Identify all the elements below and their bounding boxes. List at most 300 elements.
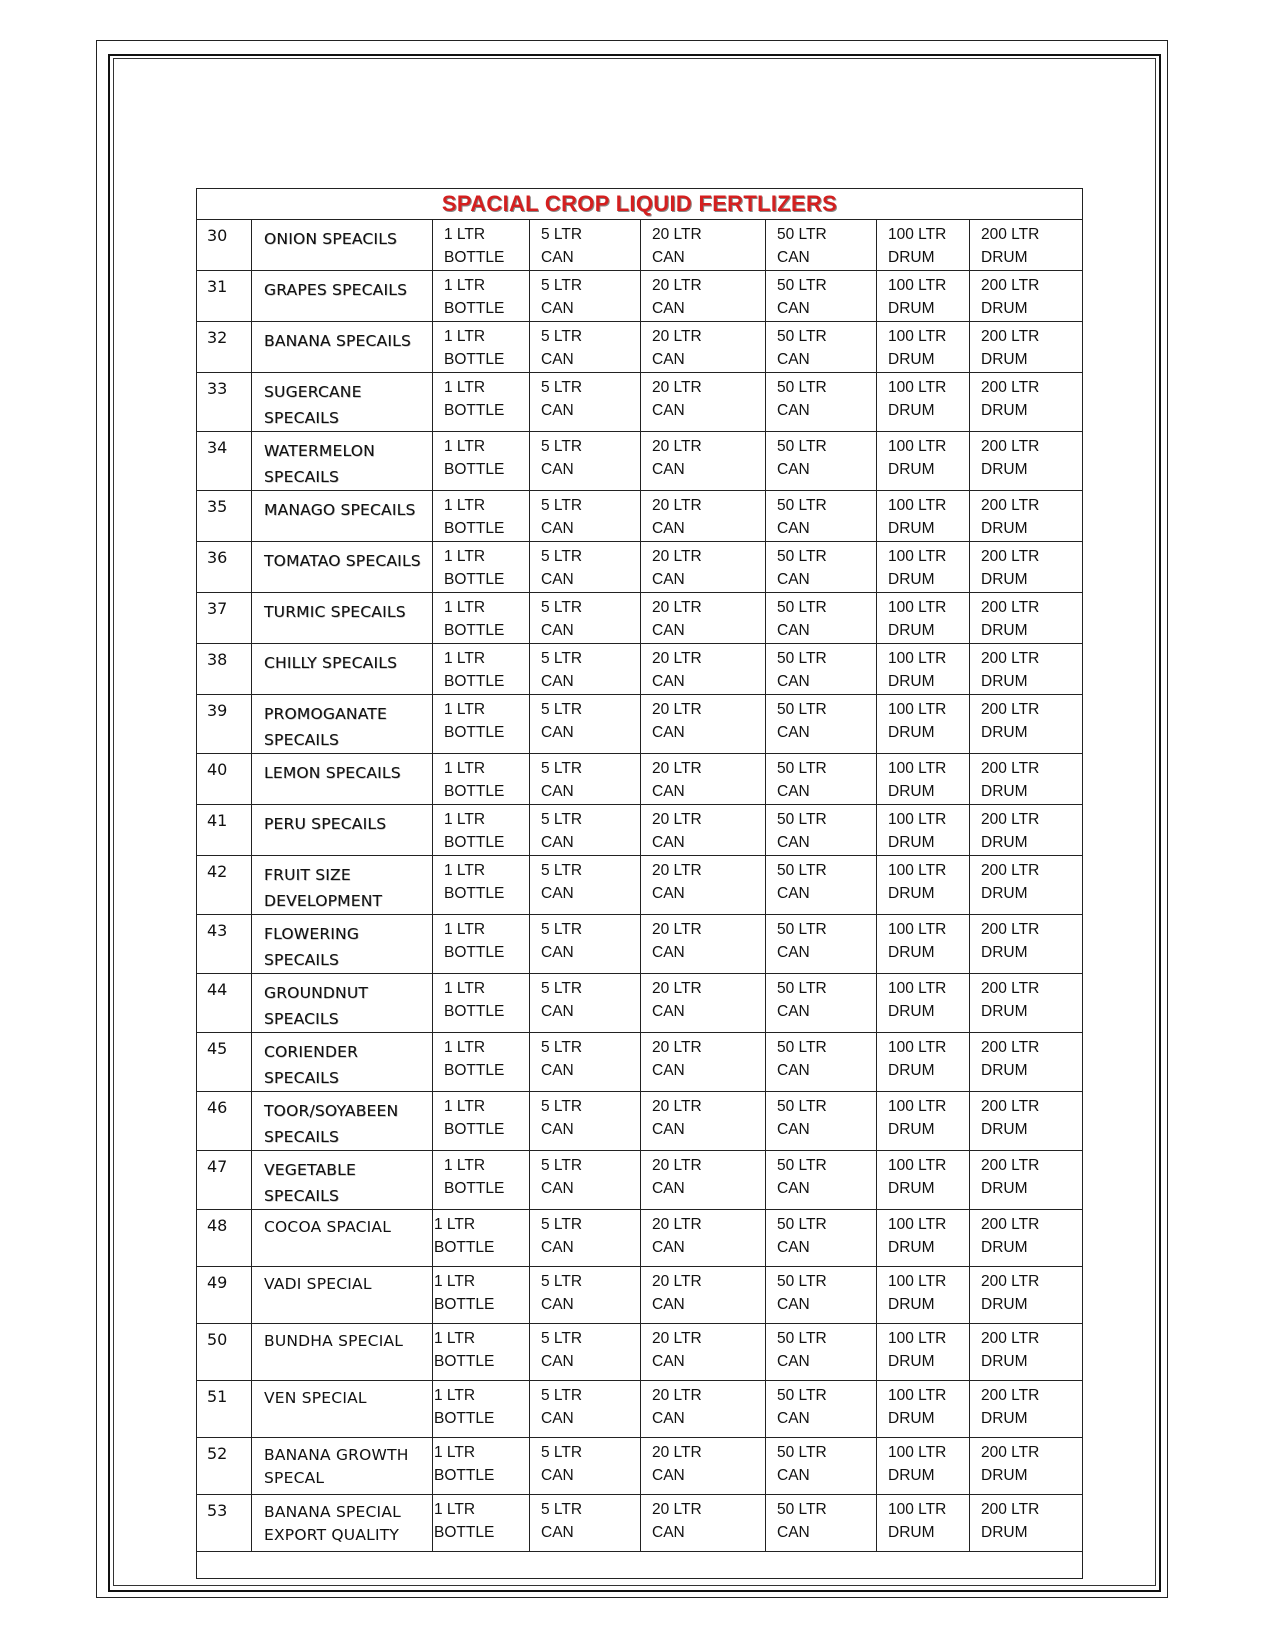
pack-size-cell [433,915,530,974]
pack-quantity: 200 LTR [981,650,1040,667]
pack-quantity: 100 LTR [888,862,947,879]
pack-container: CAN [777,724,810,741]
table-row [197,1381,1083,1438]
pack-container: CAN [652,1296,685,1313]
pack-container: DRUM [981,724,1028,741]
table-row [197,1495,1083,1552]
row-number: 52 [197,1438,252,1495]
pack-quantity: 200 LTR [981,1098,1040,1115]
product-name-line: TOOR/SOYABEEN [264,1102,399,1120]
table-row [197,542,1083,593]
product-name-line: SPECAILS [264,1187,340,1205]
table-row [197,974,1083,1033]
pack-size-cell [766,915,877,974]
pack-size-cell [970,805,1083,856]
pack-container: CAN [541,834,574,851]
pack-container: CAN [541,1180,574,1197]
pack-size-cell [641,1495,766,1552]
pack-container: DRUM [981,1296,1028,1313]
pack-container: CAN [541,1239,574,1256]
product-name [252,695,433,754]
pack-size-cell [641,805,766,856]
pack-quantity: 50 LTR [777,1330,827,1347]
pack-size-cell [766,322,877,373]
pack-quantity: 50 LTR [777,811,827,828]
pack-container: DRUM [888,300,935,317]
pack-quantity: 100 LTR [888,701,947,718]
pack-size-cell [970,974,1083,1033]
pack-size-cell [766,1092,877,1151]
table-row [197,1438,1083,1495]
table-row [197,805,1083,856]
pack-size-cell [641,1267,766,1324]
row-number: 30 [197,220,252,271]
pack-size-cell [641,1381,766,1438]
table-row [197,1092,1083,1151]
pack-quantity: 200 LTR [981,1157,1040,1174]
product-name [252,322,433,373]
product-name [252,1267,433,1324]
pack-container: CAN [777,351,810,368]
pack-quantity: 50 LTR [777,277,827,294]
pack-size-cell [970,432,1083,491]
pack-quantity: 50 LTR [777,548,827,565]
pack-quantity: 50 LTR [777,980,827,997]
pack-quantity: 100 LTR [888,328,947,345]
pack-size-cell [970,542,1083,593]
pack-quantity: 200 LTR [981,980,1040,997]
pack-size-cell [766,1495,877,1552]
pack-container: CAN [777,944,810,961]
pack-container: BOTTLE [444,783,505,800]
product-name [252,754,433,805]
product-name-line: FRUIT SIZE [264,866,351,884]
product-name [252,1438,433,1495]
pack-quantity: 20 LTR [652,1098,702,1115]
pack-size-cell [641,644,766,695]
pack-size-cell [641,593,766,644]
pack-container: DRUM [888,1353,935,1370]
pack-quantity: 5 LTR [541,701,583,718]
row-number: 37 [197,593,252,644]
pack-container: CAN [777,1121,810,1138]
pack-quantity: 50 LTR [777,1501,827,1518]
pack-container: BOTTLE [444,885,505,902]
pack-size-cell [970,373,1083,432]
product-name-line: BANANA SPECIAL [264,1503,401,1521]
pack-size-cell [766,1438,877,1495]
pack-size-cell [970,644,1083,695]
pack-quantity: 200 LTR [981,1039,1040,1056]
row-number: 45 [197,1033,252,1092]
pack-size-cell [766,805,877,856]
pack-size-cell [530,915,641,974]
pack-size-cell [766,432,877,491]
pack-container: CAN [541,724,574,741]
pack-quantity: 20 LTR [652,438,702,455]
pack-quantity: 200 LTR [981,921,1040,938]
row-number: 43 [197,915,252,974]
pack-size-cell [530,593,641,644]
pack-size-cell [970,915,1083,974]
pack-container: CAN [541,944,574,961]
pack-quantity: 5 LTR [541,599,583,616]
product-name-line: PROMOGANATE [264,705,387,723]
pack-quantity: 50 LTR [777,1157,827,1174]
pack-container: CAN [777,461,810,478]
pack-quantity: 50 LTR [777,862,827,879]
fertilizer-sheet [196,188,1082,1579]
product-name-line: CORIENDER [264,1043,359,1061]
pack-container: DRUM [981,1239,1028,1256]
pack-quantity: 20 LTR [652,862,702,879]
pack-size-cell [877,1092,970,1151]
pack-container: CAN [652,834,685,851]
pack-quantity: 200 LTR [981,1330,1040,1347]
pack-quantity: 5 LTR [541,650,583,667]
pack-container: BOTTLE [444,1003,505,1020]
fertilizer-table [196,188,1083,1579]
pack-quantity: 200 LTR [981,497,1040,514]
pack-size-cell [530,644,641,695]
product-name [252,593,433,644]
table-row [197,491,1083,542]
pack-quantity: 100 LTR [888,1216,947,1233]
pack-container: DRUM [888,1410,935,1427]
pack-quantity: 20 LTR [652,497,702,514]
pack-quantity: 1 LTR [444,701,486,718]
pack-size-cell [433,644,530,695]
pack-quantity: 50 LTR [777,760,827,777]
pack-container: CAN [541,461,574,478]
pack-size-cell [970,754,1083,805]
table-row [197,1210,1083,1267]
pack-container: DRUM [888,1524,935,1541]
pack-quantity: 1 LTR [444,980,486,997]
product-name-line: SPECAILS [264,731,340,749]
pack-size-cell [641,754,766,805]
pack-quantity: 5 LTR [541,1216,583,1233]
pack-size-cell [530,432,641,491]
pack-quantity: 5 LTR [541,277,583,294]
product-name-line: CHILLY SPECAILS [264,654,398,672]
pack-container: DRUM [981,351,1028,368]
pack-size-cell [877,542,970,593]
pack-container: BOTTLE [444,300,505,317]
pack-container: DRUM [981,300,1028,317]
pack-quantity: 100 LTR [888,1157,947,1174]
pack-quantity: 100 LTR [888,277,947,294]
pack-size-cell [530,1151,641,1210]
pack-container: CAN [652,1410,685,1427]
pack-size-cell [433,805,530,856]
pack-container: CAN [652,300,685,317]
pack-quantity: 5 LTR [541,548,583,565]
pack-quantity: 50 LTR [777,650,827,667]
pack-container: CAN [777,1353,810,1370]
product-name-line: WATERMELON [264,442,375,460]
product-name-line: BANANA GROWTH [264,1446,409,1464]
pack-container: CAN [541,300,574,317]
pack-container: CAN [777,300,810,317]
pack-quantity: 5 LTR [541,1444,583,1461]
pack-container: DRUM [981,944,1028,961]
pack-container: DRUM [981,1467,1028,1484]
pack-quantity: 1 LTR [434,1444,476,1461]
pack-container: DRUM [981,520,1028,537]
pack-quantity: 100 LTR [888,1501,947,1518]
pack-size-cell [766,271,877,322]
pack-container: DRUM [981,783,1028,800]
pack-quantity: 1 LTR [444,921,486,938]
pack-quantity: 20 LTR [652,760,702,777]
pack-container: BOTTLE [444,461,505,478]
pack-quantity: 20 LTR [652,1501,702,1518]
pack-size-cell [877,593,970,644]
pack-container: CAN [652,1121,685,1138]
pack-size-cell [641,1324,766,1381]
pack-size-cell [530,1381,641,1438]
product-name-line: VEGETABLE [264,1161,356,1179]
table-row [197,271,1083,322]
pack-quantity: 1 LTR [444,599,486,616]
pack-quantity: 50 LTR [777,1216,827,1233]
pack-container: CAN [541,520,574,537]
pack-size-cell [970,322,1083,373]
table-row [197,915,1083,974]
pack-container: CAN [541,571,574,588]
pack-container: DRUM [888,520,935,537]
pack-size-cell [970,856,1083,915]
pack-quantity: 100 LTR [888,1444,947,1461]
pack-size-cell [433,1210,530,1267]
pack-container: CAN [652,622,685,639]
pack-size-cell [766,593,877,644]
pack-size-cell [530,1267,641,1324]
table-row [197,644,1083,695]
pack-container: CAN [777,1467,810,1484]
pack-container: CAN [652,783,685,800]
pack-size-cell [433,373,530,432]
pack-container: BOTTLE [444,351,505,368]
pack-size-cell [877,220,970,271]
pack-size-cell [433,754,530,805]
pack-size-cell [641,1210,766,1267]
pack-container: DRUM [981,885,1028,902]
pack-container: DRUM [981,461,1028,478]
pack-size-cell [970,1151,1083,1210]
pack-quantity: 1 LTR [444,379,486,396]
pack-container: BOTTLE [434,1467,495,1484]
pack-quantity: 100 LTR [888,650,947,667]
pack-size-cell [970,1033,1083,1092]
pack-quantity: 1 LTR [444,862,486,879]
pack-size-cell [970,1210,1083,1267]
pack-container: DRUM [981,1410,1028,1427]
table-row [197,1151,1083,1210]
pack-size-cell [877,974,970,1033]
pack-container: DRUM [888,885,935,902]
row-number: 53 [197,1495,252,1552]
pack-container: DRUM [888,571,935,588]
pack-quantity: 5 LTR [541,862,583,879]
pack-quantity: 1 LTR [444,497,486,514]
pack-size-cell [641,220,766,271]
product-name [252,915,433,974]
pack-container: CAN [652,1003,685,1020]
pack-quantity: 5 LTR [541,497,583,514]
product-name-line: ONION SPEACILS [264,230,398,248]
pack-size-cell [877,432,970,491]
pack-quantity: 200 LTR [981,1216,1040,1233]
pack-container: CAN [652,1239,685,1256]
pack-size-cell [970,220,1083,271]
pack-quantity: 200 LTR [981,1444,1040,1461]
product-name-line: MANAGO SPECAILS [264,501,416,519]
pack-container: BOTTLE [444,673,505,690]
pack-size-cell [433,542,530,593]
pack-size-cell [530,220,641,271]
pack-container: DRUM [888,944,935,961]
product-name [252,220,433,271]
pack-container: CAN [652,402,685,419]
pack-quantity: 1 LTR [444,1157,486,1174]
pack-quantity: 5 LTR [541,1330,583,1347]
pack-quantity: 50 LTR [777,599,827,616]
pack-size-cell [877,695,970,754]
pack-size-cell [877,271,970,322]
pack-size-cell [530,542,641,593]
pack-quantity: 100 LTR [888,1039,947,1056]
pack-quantity: 1 LTR [444,760,486,777]
product-name-line: SPEACILS [264,1010,339,1028]
row-number: 50 [197,1324,252,1381]
pack-container: BOTTLE [444,571,505,588]
pack-container: DRUM [981,249,1028,266]
pack-container: CAN [777,520,810,537]
pack-quantity: 20 LTR [652,650,702,667]
pack-size-cell [877,754,970,805]
pack-quantity: 1 LTR [444,1098,486,1115]
pack-size-cell [766,1033,877,1092]
pack-size-cell [877,1324,970,1381]
pack-size-cell [641,542,766,593]
pack-quantity: 50 LTR [777,921,827,938]
pack-container: CAN [541,1524,574,1541]
pack-container: DRUM [888,783,935,800]
pack-container: CAN [541,622,574,639]
pack-container: DRUM [888,351,935,368]
pack-size-cell [970,491,1083,542]
pack-container: BOTTLE [444,249,505,266]
pack-container: DRUM [981,1062,1028,1079]
pack-size-cell [970,1495,1083,1552]
table-row [197,1267,1083,1324]
table-row [197,856,1083,915]
pack-quantity: 1 LTR [444,1039,486,1056]
pack-size-cell [530,1092,641,1151]
pack-container: CAN [652,885,685,902]
pack-quantity: 5 LTR [541,760,583,777]
table-row [197,220,1083,271]
pack-container: DRUM [981,402,1028,419]
product-name-line: SPECAILS [264,468,340,486]
pack-size-cell [433,220,530,271]
pack-quantity: 100 LTR [888,379,947,396]
row-number: 48 [197,1210,252,1267]
pack-quantity: 5 LTR [541,1157,583,1174]
pack-quantity: 100 LTR [888,980,947,997]
pack-container: CAN [652,1180,685,1197]
pack-size-cell [433,1381,530,1438]
pack-quantity: 50 LTR [777,1444,827,1461]
table-row [197,695,1083,754]
pack-container: CAN [541,1467,574,1484]
pack-size-cell [641,322,766,373]
pack-size-cell [877,1033,970,1092]
pack-container: CAN [652,724,685,741]
pack-container: DRUM [888,622,935,639]
pack-size-cell [877,1151,970,1210]
pack-size-cell [433,974,530,1033]
product-name-line: VEN SPECIAL [264,1389,367,1407]
product-name-line: DEVELOPMENT [264,892,383,910]
pack-size-cell [433,1033,530,1092]
pack-container: CAN [777,1410,810,1427]
pack-size-cell [641,1151,766,1210]
pack-container: DRUM [981,571,1028,588]
pack-quantity: 200 LTR [981,701,1040,718]
product-name-line: SUGERCANE [264,383,362,401]
empty-footer-cell [197,1552,1083,1579]
pack-container: CAN [777,571,810,588]
pack-container: CAN [652,1353,685,1370]
pack-container: BOTTLE [434,1239,495,1256]
row-number: 47 [197,1151,252,1210]
table-body [197,220,1083,1552]
pack-quantity: 20 LTR [652,811,702,828]
row-number: 35 [197,491,252,542]
pack-size-cell [641,974,766,1033]
pack-size-cell [641,271,766,322]
product-name-line: BUNDHA SPECIAL [264,1332,404,1350]
pack-container: CAN [541,673,574,690]
table-footer-row [197,1552,1083,1579]
pack-size-cell [877,915,970,974]
product-name-line: SPECAILS [264,951,340,969]
table-row [197,432,1083,491]
pack-quantity: 50 LTR [777,1387,827,1404]
pack-size-cell [877,1438,970,1495]
pack-container: CAN [777,1062,810,1079]
pack-size-cell [530,974,641,1033]
pack-quantity: 1 LTR [444,328,486,345]
pack-quantity: 5 LTR [541,226,583,243]
pack-size-cell [766,1151,877,1210]
pack-container: CAN [541,249,574,266]
row-number: 41 [197,805,252,856]
pack-size-cell [433,593,530,644]
pack-quantity: 200 LTR [981,379,1040,396]
pack-size-cell [970,1438,1083,1495]
table-row [197,322,1083,373]
pack-quantity: 5 LTR [541,438,583,455]
pack-container: BOTTLE [434,1410,495,1427]
product-name [252,271,433,322]
pack-quantity: 50 LTR [777,328,827,345]
pack-size-cell [877,322,970,373]
pack-container: DRUM [888,1239,935,1256]
